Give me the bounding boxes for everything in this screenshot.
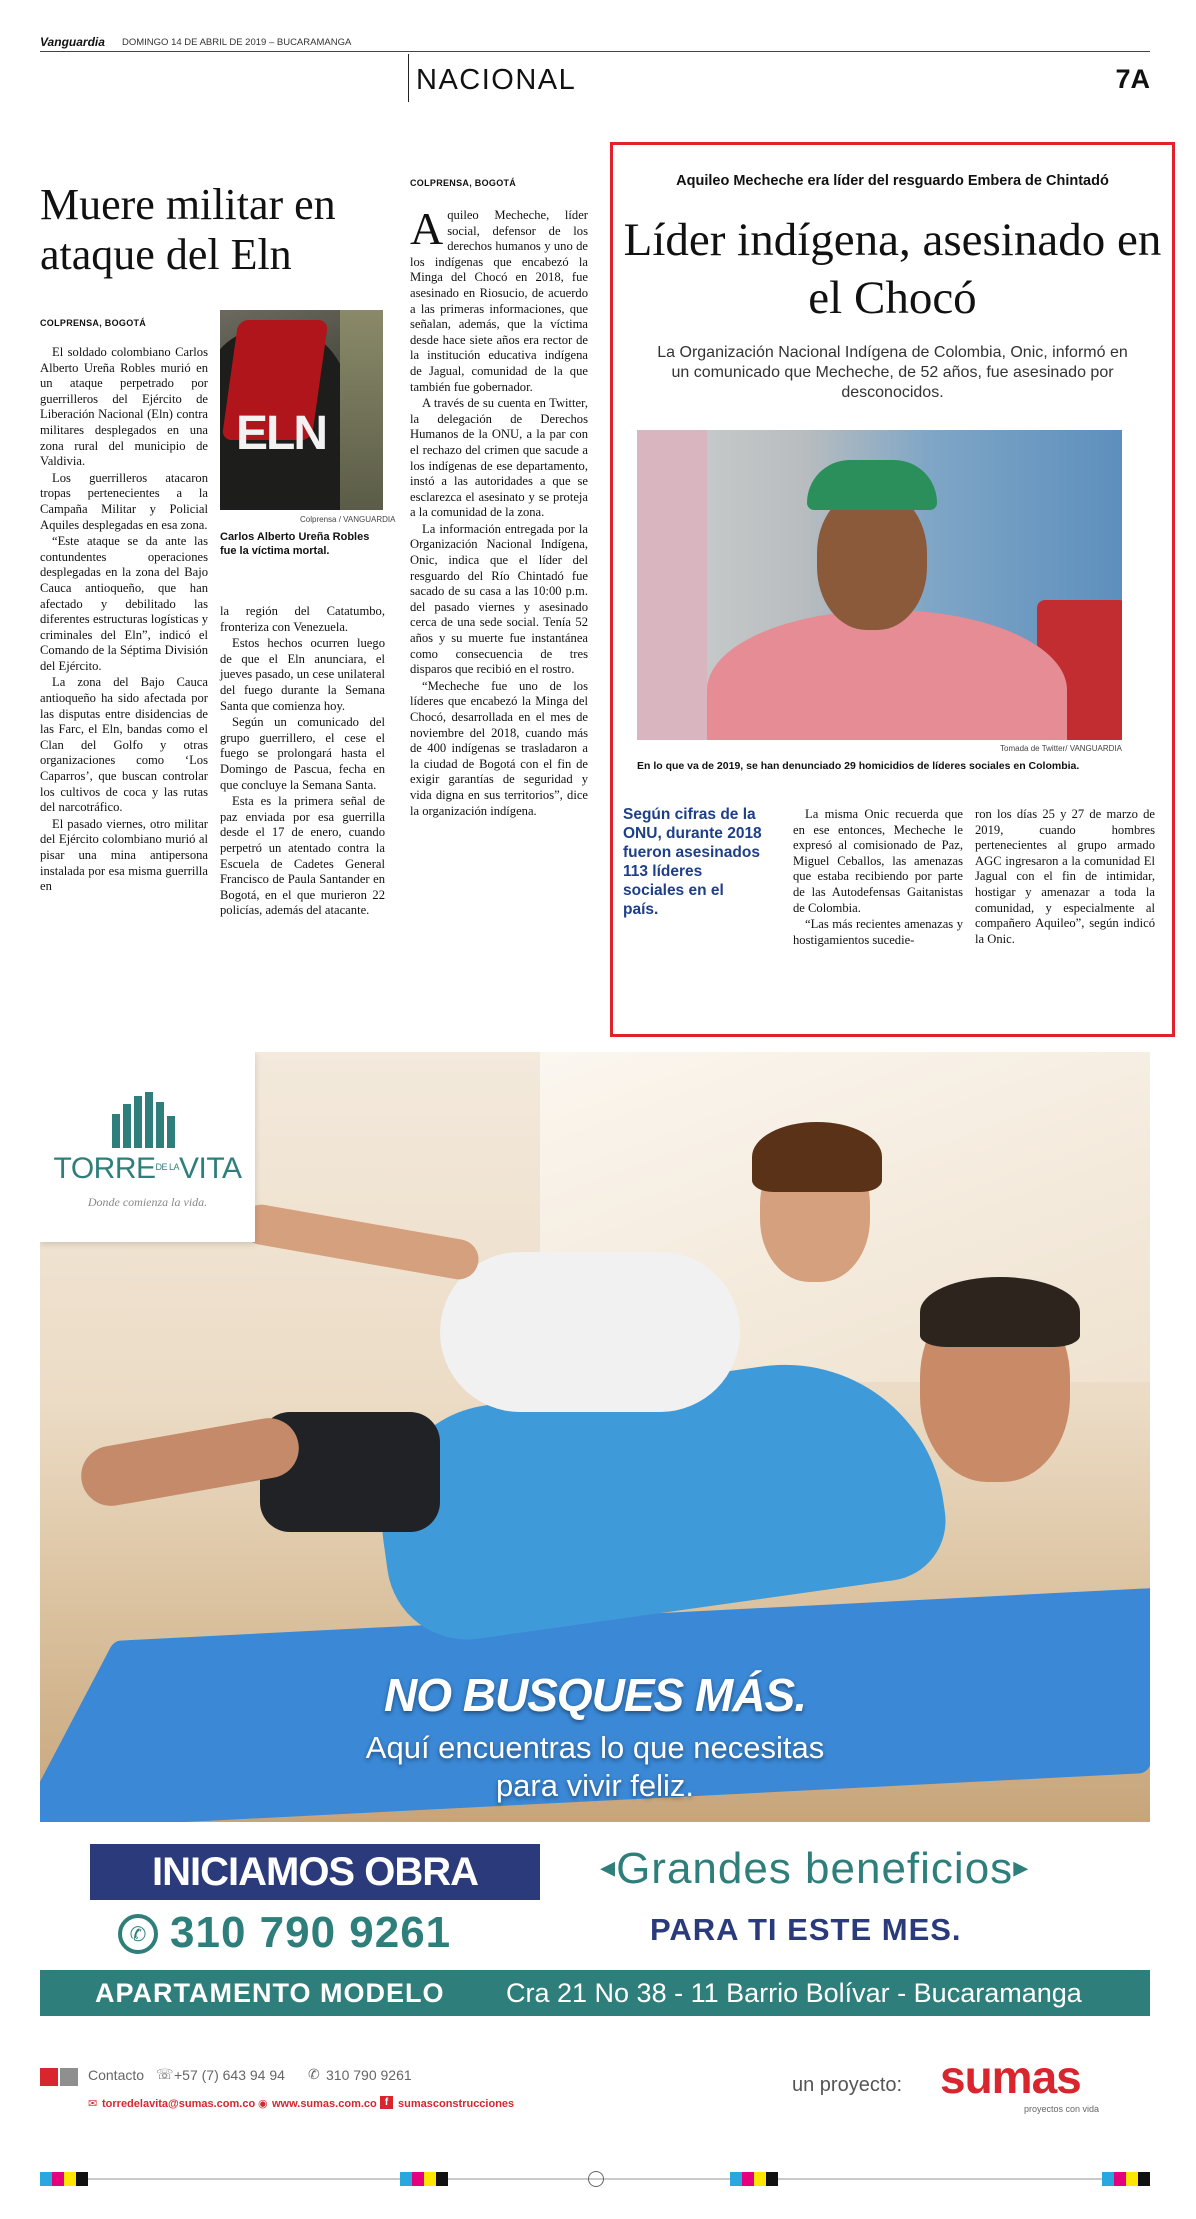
leader-photo-caption: En lo que va de 2019, se han denunciado 29 homicidios de líderes sociales en Colombia. [637, 760, 1080, 772]
facebook-icon: f [380, 2096, 393, 2109]
leader-photo [637, 430, 1122, 740]
ad-photo [40, 1052, 1150, 1822]
logo-tagline: Donde comienza la vida. [87, 1195, 208, 1209]
email[interactable]: torredelavita@sumas.com.co [102, 2098, 256, 2110]
boy-hair [752, 1122, 882, 1192]
dateline: DOMINGO 14 DE ABRIL DE 2019 – BUCARAMANGA [122, 37, 352, 48]
leader-photo-credit: Tomada de Twitter/ VANGUARDIA [1000, 744, 1122, 753]
grandes-beneficios [600, 1844, 1029, 1894]
whatsapp-icon: ✆ [118, 1914, 158, 1954]
logo-name-small: DE LA [155, 1162, 180, 1172]
slogan-line-1: Aquí encuentras lo que necesitas [365, 1730, 825, 1765]
pink-wall [637, 430, 707, 740]
face [817, 490, 927, 630]
leader-kicker: Aquileo Mecheche era líder del resguardo Embera de Chintadó [676, 173, 1109, 189]
registration-bar [40, 2170, 1150, 2188]
apartamento-label: APARTAMENTO MODELO [95, 1978, 445, 2008]
man-hair [920, 1277, 1080, 1347]
paragraph: La zona del Bajo Cauca antioqueño ha sido afectada por las disputas entre disidencias de las Farc, el Eln, bandas como el Clan del Golfo y otras organizaciones como ‘Los Caparros’, que buscan controlar los cultivos de coca y las rutas del narcotráfico. [40, 675, 208, 815]
leader-pull-quote: Según cifras de la ONU, durante 2018 fueron asesinados 113 líderes sociales en el país. [623, 806, 762, 918]
grandes-text: Grandes beneficios [616, 1844, 1014, 1893]
page-number: 7A [1115, 64, 1150, 94]
brand-logo: Vanguardia [40, 35, 105, 49]
section-title: NACIONAL [416, 64, 577, 96]
registration-target-icon [588, 2171, 604, 2187]
paragraph: Los guerrilleros atacaron tropas pertenecientes a la Campaña Militar y Policial Aquiles desplegadas en esa zona. [40, 470, 208, 532]
logo-name-main: TORRE [53, 1152, 156, 1185]
eln-photo-credit: Colprensa / VANGUARDIA [300, 515, 396, 524]
ad-info-block [40, 1822, 1150, 2152]
paragraph: El soldado colombiano Carlos Alberto Ureña Robles murió en un ataque perpetrado por guerrilleros del Ejército de Liberación Nacional (Eln) contra militares desplegados en una zona rural del municipio de Valdivia. [40, 345, 208, 469]
contact-squares [40, 2068, 80, 2086]
building-icon [112, 1092, 180, 1148]
eln-photo [220, 310, 383, 510]
whatsapp-small-icon: ✆ [308, 2067, 320, 2083]
shirt [707, 610, 1067, 740]
slogan-line-2: para vivir feliz. [495, 1768, 695, 1803]
contact-phone-1: +57 (7) 643 94 94 [174, 2067, 285, 2083]
phone-row [118, 1906, 558, 1960]
military-column-1 [40, 345, 208, 896]
iniciamos-obra-banner: INICIAMOS OBRA [90, 1844, 540, 1900]
paragraph: “Este ataque se da ante las contundentes operaciones desplegadas en la zona del Bajo Cauca antioqueño, que han afectado y debilitado las diferentes estructuras logísticas y criminales del Eln”, indicó el Comando de la Séptima División del Ejército. [40, 534, 208, 673]
boy-shirt [440, 1252, 740, 1412]
military-column-2 [220, 604, 385, 920]
military-headline: Muere militar en ataque del Eln [40, 180, 336, 279]
leader-byline: COLPRENSA, BOGOTÁ [410, 178, 517, 188]
background-foliage [340, 310, 383, 510]
email-icon: ✉ [88, 2097, 98, 2110]
phone-icon: ☏ [156, 2067, 174, 2083]
eln-photo-caption: Carlos Alberto Ureña Robles fue la víctima mortal. [220, 531, 370, 557]
paragraph: A través de su cuenta en Twitter, la delegación de Derechos Humanos de la ONU, a la par con el rechazo del crimen que sacude a los indígenas de ese departamento, instó a las autoridades a que se esclarezca el asesinato y se proteja a la comunidad de la zona. [410, 396, 588, 520]
phone-number: 310 790 9261 [170, 1908, 452, 1957]
sumas-logo: sumas [940, 2051, 1081, 2103]
leader-box-column-b [975, 807, 1155, 948]
chevron-left-icon: ◂ [600, 1851, 617, 1884]
contact-phone-2: 310 790 9261 [326, 2067, 412, 2083]
logo-name [40, 1152, 255, 1186]
chevron-right-icon: ▸ [1013, 1851, 1030, 1884]
paragraph: La información entregada por la Organización Nacional Indígena, Onic, indica que el líder del resguardo del Río Chintadó fue sacado de su casa a las 10:00 p.m. del pasado viernes y asesinado cerca de una sede social. Tenía 52 años y su muerte fue instantánea como consecuencia de tres disparos que recibió en el rostro. [410, 521, 588, 677]
paragraph: Según un comunicado del grupo guerrillero, el cese el fuego se prolongará hasta el Domingo de Pascua, fecha en que concluye la Semana Santa. [220, 715, 385, 792]
facebook-handle[interactable]: sumasconstrucciones [398, 2098, 515, 2110]
leader-column [410, 203, 588, 820]
paragraph: la región del Catatumbo, fronteriza con Venezuela. [220, 604, 385, 634]
drop-cap: A [410, 203, 444, 254]
slogan-main: NO BUSQUES MÁS. [383, 1669, 807, 1721]
paragraph [410, 203, 588, 395]
leader-dek: La Organización Nacional Indígena de Colombia, Onic, informó en un comunicado que Mecheche, de 52 años, fue asesinado por desconocidos. [657, 344, 1128, 401]
sumas-tagline: proyectos con vida [1024, 2104, 1100, 2114]
address: Cra 21 No 38 - 11 Barrio Bolívar - Bucaramanga [506, 1978, 1082, 2008]
contact-label: Contacto [88, 2067, 145, 2083]
military-byline: COLPRENSA, BOGOTÁ [40, 318, 147, 328]
paragraph: “Mecheche fue uno de los líderes que encabezó la Minga del Chocó, desarrollada en el mes de noviembre del 2018, cuando más de 400 indígenas se trasladaron a la ciudad de Bogotá con el fin de exigir garantías de seguridad y vida digna en sus territorios”, dice la organización indígena. [410, 678, 588, 818]
paragraph: Esta es la primera señal de paz enviada por esa guerrilla desde el 17 de enero, cuando perpetró un atentado contra la Escuela de Cadetes General Francisco de Paula Santander en Bogotá, en el que murieron 22 policías, además del atacante. [220, 794, 385, 918]
leader-box [610, 142, 1175, 1037]
un-proyecto: un proyecto: [792, 2074, 903, 2096]
logo-name-end: VITA [179, 1152, 242, 1185]
website[interactable]: www.sumas.com.co [272, 2098, 377, 2110]
paragraph: Estos hechos ocurren luego de que el Eln anunciara, el jueves pasado, un cese unilateral del fuego durante la Semana Santa que comienza hoy. [220, 636, 385, 713]
leader-headline: Líder indígena, asesinado en el Chocó [623, 214, 1162, 324]
paragraph: El pasado viernes, otro militar del Ejército colombiano murió al pisar una mina antipersona instalada por esa misma guerrilla en [40, 816, 208, 894]
torre-de-la-vita-logo [40, 1052, 255, 1242]
apartamento-modelo-bar [40, 1970, 1150, 2016]
masthead-rule [40, 51, 1150, 52]
masthead [40, 34, 1150, 104]
web-icon: ◉ [258, 2097, 268, 2110]
leader-box-column-a [793, 807, 963, 949]
paragraph: La misma Onic recuerda que en ese entonces, Mecheche le expresó al comisionado de Paz, Miguel Ceballos, las amenazas que estaba recibiendo por parte de las Autodefensas Gaitanistas de Colombia. [793, 807, 963, 915]
paragraph: ron los días 25 y 27 de marzo de 2019, cuando hombres pertenecientes al grupo armado AGC ingresaron a la comunidad El Jagual con el fin de intimidar, hostigar y amenazar a toda la comunidad, y especialmente al compañero Aquileo”, según indicó la Onic. [975, 807, 1155, 946]
eln-letters: ELN [236, 407, 326, 460]
section-divider [408, 54, 409, 102]
green-cap [807, 460, 937, 510]
first-paragraph-text: quileo Mecheche, líder social, defensor de los derechos humanos y uno de los indígenas que encabezó la Minga del Chocó en 2018, fue asesinado en Riosucio, de acuerdo a las primeras informaciones, que señalan, además, que la víctima desde hace siete años era rector de la institución educativa indígena de Jagual, comunidad de la que también fue gobernador. [410, 208, 588, 394]
para-ti-este-mes: PARA TI ESTE MES. [650, 1912, 962, 1947]
paragraph: “Las más recientes amenazas y hostigamientos sucedie- [793, 917, 963, 947]
boy-arm [238, 1201, 481, 1282]
